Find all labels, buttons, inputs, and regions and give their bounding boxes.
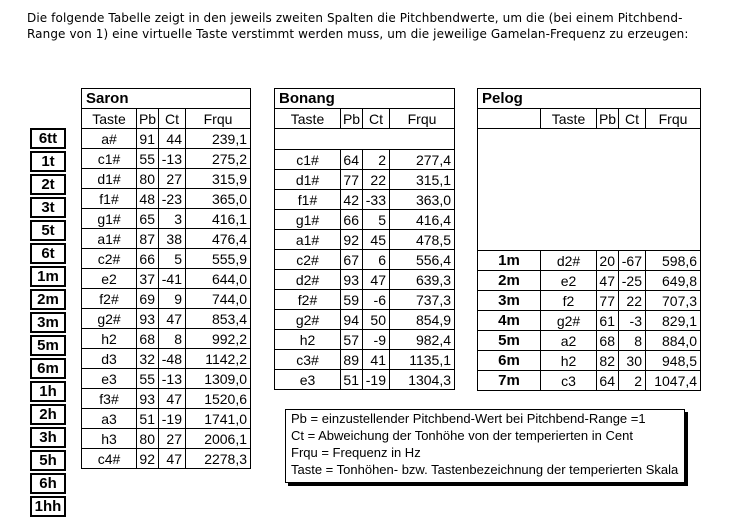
cell-ct: 8 [619,331,646,351]
table-row [275,310,455,330]
cell-ct: 2 [363,150,390,170]
cell-taste: d1# [275,170,341,190]
cell-pb: 93 [341,270,363,290]
cell-pb: 77 [341,170,363,190]
cell-pb: 87 [137,229,159,249]
cell-pb: 91 [137,129,159,149]
cell-frqu: 1135,1 [390,350,455,370]
cell-pb: 32 [137,349,159,369]
cell-pb: 93 [137,389,159,409]
note-label: 3h [31,428,65,447]
table-row [82,209,251,229]
pelog-label: 2m [478,271,541,291]
cell-ct: 5 [363,210,390,230]
cell-taste: e3 [275,370,341,390]
pelog-table [477,88,701,391]
saron-table [81,88,251,469]
cell-ct: -48 [159,349,186,369]
cell-taste: f3# [82,389,137,409]
cell-frqu: 707,3 [646,291,701,311]
cell-taste: d2# [275,270,341,290]
cell-frqu: 982,4 [390,330,455,350]
note-label: 6h [31,474,65,493]
note-label: 1t [31,152,65,171]
table-row [275,150,455,170]
cell-taste: c3 [541,371,597,391]
table-row [275,270,455,290]
column-header-taste: Taste [82,109,137,129]
cell-ct: 22 [619,291,646,311]
column-header-frqu: Frqu [186,109,251,129]
cell-pb: 68 [137,329,159,349]
cell-frqu: 598,6 [646,251,701,271]
label-row [31,129,65,148]
pelog-label: 1m [478,251,541,271]
cell-ct: -13 [159,369,186,389]
cell-ct: 8 [159,329,186,349]
table-row [478,271,701,291]
cell-taste: f1# [275,190,341,210]
cell-frqu: 644,0 [186,269,251,289]
cell-taste: h2 [82,329,137,349]
cell-taste: c2# [275,250,341,270]
cell-taste: h2 [275,330,341,350]
cell-taste: a1# [82,229,137,249]
table-row [82,329,251,349]
table-row [82,409,251,429]
cell-ct: 3 [159,209,186,229]
cell-taste: a2 [541,331,597,351]
note-label: 5h [31,451,65,470]
cell-taste: f1# [82,189,137,209]
legend-line-ct: Ct = Abweichung der Tonhöhe von der temperierten in Cent [291,428,633,443]
cell-ct: 9 [159,289,186,309]
column-header-pb: Pb [341,109,363,129]
pelog-label: 5m [478,331,541,351]
cell-ct: 45 [363,230,390,250]
cell-ct: -41 [159,269,186,289]
cell-ct: 2 [619,371,646,391]
cell-ct: 27 [159,169,186,189]
cell-taste: h2 [541,351,597,371]
table-row [478,291,701,311]
table-row [82,269,251,289]
cell-frqu: 649,8 [646,271,701,291]
cell-ct: -23 [159,189,186,209]
table-row [82,349,251,369]
cell-pb: 80 [137,169,159,189]
cell-taste: g2# [82,309,137,329]
cell-frqu: 639,3 [390,270,455,290]
cell-pb: 51 [137,409,159,429]
cell-ct: 38 [159,229,186,249]
cell-taste: g1# [275,210,341,230]
label-row [31,474,65,493]
cell-frqu: 365,0 [186,189,251,209]
note-label: 2t [31,175,65,194]
cell-taste: a# [82,129,137,149]
pelog-label: 7m [478,371,541,391]
label-row [31,152,65,171]
label-row [31,382,65,401]
cell-frqu: 416,1 [186,209,251,229]
cell-taste: g1# [82,209,137,229]
table-row [275,250,455,270]
cell-frqu: 854,9 [390,310,455,330]
table-row [275,190,455,210]
cell-pb: 67 [341,250,363,270]
label-row [31,336,65,355]
cell-frqu: 1047,4 [646,371,701,391]
blank-cell [478,129,701,251]
cell-frqu: 1304,3 [390,370,455,390]
table-row [275,230,455,250]
cell-taste: c1# [275,150,341,170]
note-label: 6m [31,359,65,378]
cell-ct: 47 [363,270,390,290]
column-header-frqu: Frqu [646,109,701,129]
table-row [275,330,455,350]
cell-pb: 89 [341,350,363,370]
cell-frqu: 277,4 [390,150,455,170]
cell-taste: e2 [541,271,597,291]
cell-ct: 22 [363,170,390,190]
cell-pb: 64 [341,150,363,170]
cell-pb: 42 [341,190,363,210]
cell-ct: 47 [159,309,186,329]
cell-ct: -6 [363,290,390,310]
cell-pb: 66 [341,210,363,230]
cell-pb: 68 [597,331,619,351]
table-row [82,369,251,389]
cell-pb: 59 [341,290,363,310]
cell-ct: -19 [159,409,186,429]
cell-frqu: 315,1 [390,170,455,190]
cell-ct: 47 [159,389,186,409]
cell-ct: 5 [159,249,186,269]
cell-taste: c1# [82,149,137,169]
column-header-blank [478,109,541,129]
cell-frqu: 363,0 [390,190,455,210]
cell-frqu: 2006,1 [186,429,251,449]
cell-taste: c3# [275,350,341,370]
cell-taste: a3 [82,409,137,429]
cell-ct: -13 [159,149,186,169]
cell-frqu: 239,1 [186,129,251,149]
bonang-table [274,88,455,390]
cell-frqu: 737,3 [390,290,455,310]
column-header-row [478,109,701,129]
cell-ct: -9 [363,330,390,350]
cell-frqu: 853,4 [186,309,251,329]
cell-frqu: 1520,6 [186,389,251,409]
cell-taste: d3 [82,349,137,369]
cell-ct: -67 [619,251,646,271]
table-row [82,229,251,249]
note-label: 2m [31,290,65,309]
blank-area [478,129,701,251]
cell-ct: 50 [363,310,390,330]
cell-pb: 64 [597,371,619,391]
cell-pb: 55 [137,149,159,169]
cell-ct: 44 [159,129,186,149]
pelog-label: 6m [478,351,541,371]
cell-taste: c2# [82,249,137,269]
legend-box [285,409,685,483]
label-row [31,313,65,332]
label-row [31,244,65,263]
label-row [31,290,65,309]
cell-taste: a1# [275,230,341,250]
cell-frqu: 556,4 [390,250,455,270]
legend-line-pb: Pb = einzustellender Pitchbend-Wert bei Pitchbend-Range =1 [291,411,646,426]
label-row [31,359,65,378]
cell-frqu: 478,5 [390,230,455,250]
cell-frqu: 476,4 [186,229,251,249]
table-row [275,350,455,370]
cell-pb: 37 [137,269,159,289]
cell-frqu: 992,2 [186,329,251,349]
column-header-pb: Pb [597,109,619,129]
cell-taste: d1# [82,169,137,189]
cell-ct: 47 [159,449,186,469]
cell-frqu: 744,0 [186,289,251,309]
note-label-column [30,128,66,517]
table-row [478,311,701,331]
cell-pb: 61 [597,311,619,331]
cell-pb: 80 [137,429,159,449]
table-row [82,129,251,149]
cell-frqu: 1741,0 [186,409,251,429]
table-row [275,210,455,230]
note-label: 2h [31,405,65,424]
table-row [275,370,455,390]
cell-taste: g2# [541,311,597,331]
blank-cell [275,129,455,150]
cell-frqu: 275,2 [186,149,251,169]
table-row [82,169,251,189]
table-row [478,251,701,271]
column-header-taste: Taste [541,109,597,129]
label-row [31,198,65,217]
legend-line-frqu: Frqu = Frequenz in Hz [291,445,421,460]
label-row [31,221,65,240]
cell-taste: d2# [541,251,597,271]
cell-frqu: 884,0 [646,331,701,351]
cell-taste: g2# [275,310,341,330]
cell-ct: 41 [363,350,390,370]
table-row [82,149,251,169]
label-row [31,428,65,447]
column-header-row [275,109,455,129]
label-row [31,451,65,470]
cell-taste: h3 [82,429,137,449]
table-row [82,189,251,209]
cell-pb: 82 [597,351,619,371]
cell-frqu: 2278,3 [186,449,251,469]
cell-pb: 47 [597,271,619,291]
note-label: 3m [31,313,65,332]
cell-pb: 93 [137,309,159,329]
cell-taste: e3 [82,369,137,389]
table-row [478,331,701,351]
pelog-label: 4m [478,311,541,331]
table-row [82,289,251,309]
cell-ct: 6 [363,250,390,270]
note-label: 1m [31,267,65,286]
note-label: 1h [31,382,65,401]
column-header-taste: Taste [275,109,341,129]
label-row [31,497,65,516]
pelog-label: 3m [478,291,541,311]
cell-frqu: 1142,2 [186,349,251,369]
cell-pb: 20 [597,251,619,271]
cell-frqu: 555,9 [186,249,251,269]
blank-area [275,129,455,150]
cell-pb: 92 [137,449,159,469]
cell-frqu: 315,9 [186,169,251,189]
cell-pb: 69 [137,289,159,309]
cell-taste: f2# [82,289,137,309]
cell-ct: 30 [619,351,646,371]
note-label: 1hh [31,497,65,516]
cell-pb: 48 [137,189,159,209]
cell-ct: 27 [159,429,186,449]
cell-ct: -33 [363,190,390,210]
cell-frqu: 948,5 [646,351,701,371]
table-row [275,170,455,190]
cell-pb: 94 [341,310,363,330]
cell-pb: 55 [137,369,159,389]
cell-frqu: 829,1 [646,311,701,331]
table-row [82,309,251,329]
cell-taste: e2 [82,269,137,289]
note-label: 6t [31,244,65,263]
table-row [478,371,701,391]
note-label: 3t [31,198,65,217]
note-label: 5t [31,221,65,240]
label-row [31,267,65,286]
cell-taste: f2# [275,290,341,310]
cell-taste: f2 [541,291,597,311]
cell-pb: 66 [137,249,159,269]
table-row [82,249,251,269]
table-title: Bonang [275,89,455,109]
table-row [478,351,701,371]
cell-ct: -19 [363,370,390,390]
cell-pb: 92 [341,230,363,250]
label-row [31,175,65,194]
cell-pb: 65 [137,209,159,229]
intro-text: Die folgende Tabelle zeigt in den jeweils zweiten Spalten die Pitchbendwerte, um die (bei einem Pitchbend-Range von 1) eine virtuelle Taste verstimmt werden muss, um die jeweilige Gamelan-Frequenz zu erzeugen: [27,11,689,41]
table-title: Pelog [478,89,701,109]
legend-line-taste: Taste = Tonhöhen- bzw. Tastenbezeichnung der temperierten Skala [291,462,679,477]
column-header-ct: Ct [159,109,186,129]
table-row [275,290,455,310]
column-header-frqu: Frqu [390,109,455,129]
cell-frqu: 416,4 [390,210,455,230]
table-row [82,389,251,409]
column-header-ct: Ct [363,109,390,129]
table-row [82,429,251,449]
column-header-row [82,109,251,129]
cell-pb: 77 [597,291,619,311]
cell-pb: 51 [341,370,363,390]
cell-frqu: 1309,0 [186,369,251,389]
column-header-ct: Ct [619,109,646,129]
cell-ct: -25 [619,271,646,291]
table-row [82,449,251,469]
note-label: 6tt [31,129,65,148]
cell-pb: 57 [341,330,363,350]
label-row [31,405,65,424]
cell-taste: c4# [82,449,137,469]
note-label: 5m [31,336,65,355]
cell-ct: -3 [619,311,646,331]
column-header-pb: Pb [137,109,159,129]
table-title: Saron [82,89,251,109]
